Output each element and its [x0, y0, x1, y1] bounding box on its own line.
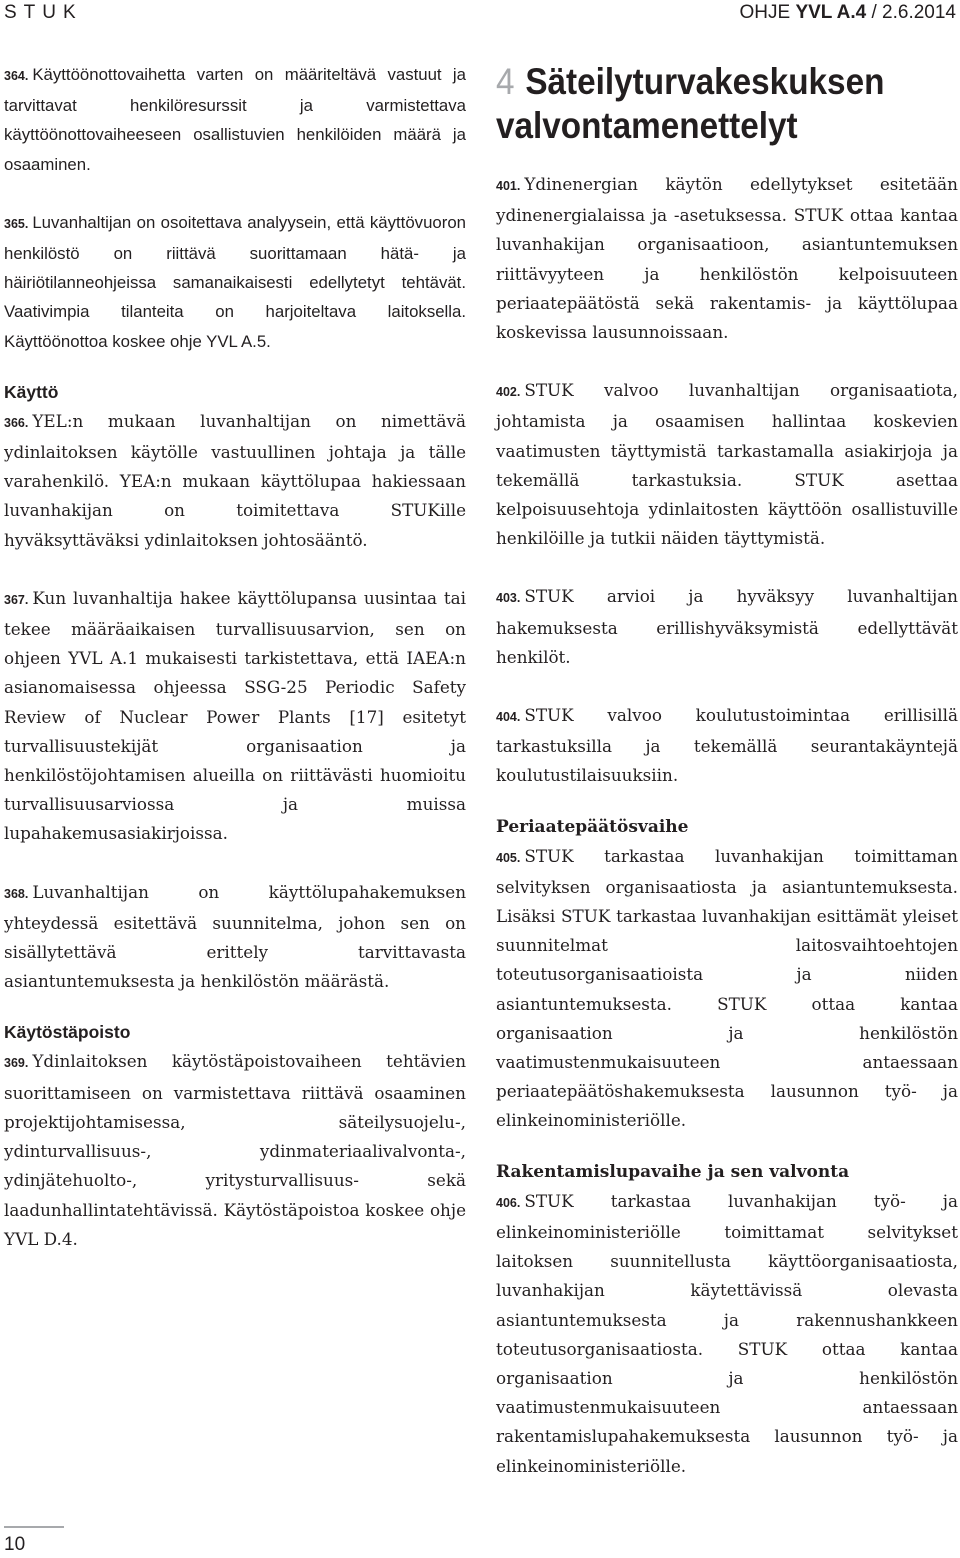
paragraph-404 — [496, 701, 958, 791]
paragraph-text: Luvanhaltijan on osoitettava analyysein, että käyttövuoron henkilöstö on riittävä suorittamaan hätä- ja häiriötilanneohjeissa samanaikaisesti edellytetyt tehtävät. Vaativimpia tilanteita on harjoiteltava laitoksella. Käyttöönottoa koskee ohje YVL A.5. — [4, 212, 466, 351]
paragraph-text: STUK tarkastaa luvanhakijan toimittaman selvityksen organisaatiosta ja asiantuntemuksesta. Lisäksi STUK tarkastaa luvanhakijan esittämät yleiset suunnitelmat laitosvaihtoehtojen toteutusorganisaatioista ja niiden asiantuntemuksesta. STUK ottaa kantaa organisaation ja henkilöstön vaatimustenmukaisuuteen antaessaan periaatepäätöshakemuksesta lausunnon työ- ja elinkeinoministeriölle. — [496, 845, 958, 1131]
chapter-title-text: Säteilyturvakeskuksen valvontamenettelyt — [496, 61, 885, 146]
chapter-title — [496, 60, 955, 148]
section-heading-kaytto: Käyttö — [4, 381, 59, 402]
header-date: / 2.6.2014 — [866, 2, 956, 23]
paragraph-text: Luvanhaltijan on käyttölupahakemuksen yhteydessä esitettävä suunnitelma, johon sen on sisällytettävä erittely tarvittavasta asiantuntemuksesta ja henkilöstön määrästä. — [4, 881, 466, 992]
paragraph-number: 405. — [496, 850, 521, 865]
section-heading-kaytostapoisto: Käytöstäpoisto — [4, 1022, 131, 1043]
paragraph-text: STUK valvoo luvanhaltijan organisaatiota, johtamista ja osaamisen hallintaa koskevien vaatimusten täyttymistä tarkastamalla asiakirjoja ja tekemällä tarkastuksia. STUK asettaa kelpoisuusehtoja ydinlaitosten käyttöön osallistuville henkilöille ja tutkii näiden täyttymistä. — [496, 380, 958, 549]
paragraph-text: Kun luvanhaltija hakee käyttölupansa uusintaa tai tekee määräaikaisen turvallisuusarvion, sen on ohjeen YVL A.1 mukaisesti tarkistettava, että IAEA:n asianomaisessa ohjeessa SSG-25 Periodic Safety Review of Nuclear Power Plants [17] esitetyt turvallisuustekijät organisaation ja henkilöstöjohtamisen alueilla on riittävästi huomioitu turvallisuusarviossa ja muissa lupahakemusasiakirjoissa. — [4, 587, 466, 844]
header-prefix: OHJE — [739, 2, 796, 23]
paragraph-364 — [4, 60, 466, 179]
paragraph-text: STUK arvioi ja hyväksyy luvanhaltijan hakemuksesta erillishyväksymistä edellyttävät henkilöt. — [496, 586, 958, 667]
left-column — [4, 60, 466, 1254]
right-column — [496, 60, 958, 1481]
header-org: STUK — [4, 2, 83, 23]
paragraph-369 — [4, 1047, 466, 1253]
paragraph-number: 401. — [496, 179, 521, 193]
page-number: 10 — [4, 1534, 26, 1555]
paragraph-366 — [4, 407, 466, 555]
paragraph-text: STUK valvoo koulutustoimintaa erillisillä tarkastuksilla ja tekemällä seurantakäyntejä koulutustilaisuuksiin. — [496, 705, 958, 786]
paragraph-text: STUK tarkastaa luvanhakijan työ- ja elinkeinoministeriölle toimittamat selvitykset laitoksen suunnitellusta käyttöorganisaatiosta, luvanhakijan käytettävissä olevasta asiantuntemuksesta ja rakennushankkeen toteutusorganisaatiosta. STUK ottaa kantaa organisaation ja henkilöstön vaatimustenmukaisuuteen antaessaan rakentamislupahakemuksesta lausunnon työ- ja elinkeinoministeriölle. — [496, 1190, 958, 1476]
paragraph-405 — [496, 842, 958, 1136]
paragraph-text: YEL:n mukaan luvanhaltijan on nimettävä ydinlaitoksen käytölle vastuullinen johtaja ja tälle varahenkilö. YEA:n mukaan käyttölupaa hakiessaan luvanhakijan on toimitettava STUKille hyväksyttäväksi ydinlaitoksen johtosääntö. — [4, 410, 466, 550]
paragraph-number: 365. — [4, 216, 29, 231]
paragraph-402 — [496, 376, 958, 553]
paragraph-367 — [4, 584, 466, 849]
paragraph-368 — [4, 878, 466, 997]
header-code: YVL A.4 — [795, 2, 867, 23]
paragraph-number: 402. — [496, 385, 521, 400]
paragraph-406 — [496, 1187, 958, 1481]
chapter-number: 4 — [496, 61, 515, 102]
section-heading-rakentamislupavaihe: Rakentamislupavaihe ja sen valvonta — [496, 1161, 850, 1182]
header-guide-ref — [740, 2, 957, 24]
paragraph-number: 367. — [4, 592, 29, 607]
paragraph-text: Käyttöönottovaihetta varten on määriteltävä vastuut ja tarvittavat henkilöresurssit ja varmistettava käyttöönottovaiheeseen osallistuvien henkilöiden määrä ja osaaminen. — [4, 65, 466, 174]
paragraph-403 — [496, 582, 958, 672]
paragraph-365 — [4, 208, 466, 356]
section-heading-periaatepaatosvaihe: Periaatepäätösvaihe — [496, 816, 689, 837]
paragraph-number: 368. — [4, 886, 29, 901]
paragraph-text: Ydinlaitoksen käytöstäpoistovaiheen tehtävien suorittamiseen on varmistettava riittävä osaaminen projektijohtamisessa, säteilysuojelu-, ydinturvallisuus-, ydinmateriaalivalvonta-, ydinjätehuolto-, yritysturvallisuus- sekä laadunhallintatehtävissä. Käytöstäpoistoa koskee ohje YVL D.4. — [4, 1051, 466, 1249]
paragraph-number: 369. — [4, 1056, 29, 1071]
paragraph-number: 403. — [496, 591, 521, 606]
paragraph-number: 366. — [4, 415, 29, 430]
paragraph-text: Ydinenergian käytön edellytykset esitetään ydinenergialaissa ja -asetuksessa. STUK ottaa kantaa luvanhakijan organisaatioon, asiantuntemuksen riittävyyteen ja henkilöstön kelpoisuuteen periaatepäätöstä sekä rakentamis- ja käyttölupaa koskevissa lausunnoissaan. — [496, 174, 958, 343]
paragraph-number: 406. — [496, 1195, 521, 1210]
footer-rule — [4, 1526, 64, 1528]
paragraph-number: 364. — [4, 69, 29, 83]
paragraph-401 — [496, 170, 958, 347]
paragraph-number: 404. — [496, 710, 521, 725]
